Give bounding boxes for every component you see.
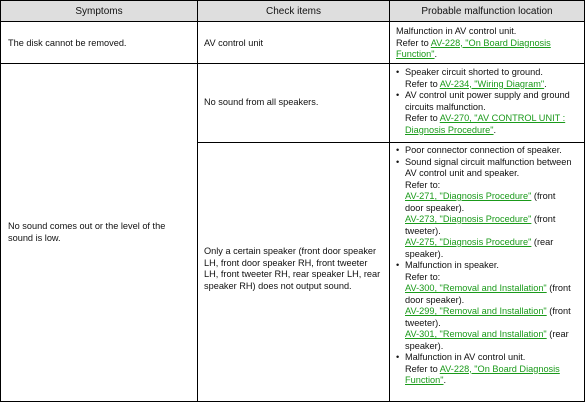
link-suffix: (front <box>531 214 556 224</box>
rear-speaker-removal-link[interactable]: AV-301, "Removal and Installation" <box>405 329 547 339</box>
row1-check-item: AV control unit <box>204 38 264 48</box>
border-left <box>0 0 1 402</box>
link-suffix: (rear <box>531 237 554 247</box>
row2-symptom-line1: No sound comes out or the level of the <box>8 221 166 231</box>
onboard-diagnosis-link-cont[interactable]: Function" <box>396 49 435 59</box>
row2a-b2-refer <box>405 113 565 125</box>
link-suffix: (front <box>546 306 571 316</box>
row2b-refer-to-2: Refer to: <box>405 271 441 282</box>
diagnosis-procedure-link[interactable]: Diagnosis Procedure" <box>405 124 494 135</box>
row2a-b2-link-cont <box>405 125 496 137</box>
av-control-unit-link[interactable]: AV-270, "AV CONTROL UNIT : <box>439 113 566 123</box>
row2b-check-line4: speaker RH) does not output sound. <box>204 280 352 291</box>
row2b-b2-line1: Sound signal circuit malfunction between <box>405 156 572 167</box>
onboard-diagnosis-link-2[interactable]: AV-228, "On Board Diagnosis <box>439 363 560 374</box>
row2b-b4-refer <box>405 364 560 376</box>
border-col1 <box>197 22 198 402</box>
row1-location-refer <box>396 38 551 50</box>
rear-speaker-diagnosis-link[interactable]: AV-275, "Diagnosis Procedure" <box>405 237 532 247</box>
border-bottom <box>0 401 585 402</box>
row1-divider <box>0 63 585 64</box>
row2b-check-line3: LH, front tweeter RH, rear speaker LH, rear <box>204 269 381 279</box>
period: . <box>443 375 447 385</box>
row2b-b4: Malfunction in AV control unit. <box>405 352 526 362</box>
period: . <box>493 124 497 135</box>
link-suffix: (rear <box>546 329 569 339</box>
refer-text: Refer to <box>405 113 440 123</box>
bullet: • <box>396 260 400 270</box>
row2a-b1-refer <box>405 79 547 91</box>
front-door-diagnosis-link[interactable]: AV-271, "Diagnosis Procedure" <box>405 191 532 201</box>
border-right <box>584 22 585 402</box>
refer-text: Refer to <box>396 37 431 48</box>
row2b-l4 <box>405 283 571 295</box>
row2b-l2-next: tweeter). <box>405 225 441 236</box>
header-probable-location: Probable malfunction location <box>390 0 585 22</box>
row2a-b2-line1: AV control unit power supply and ground <box>405 90 570 100</box>
row2b-l5 <box>405 306 571 318</box>
row2b-check-line2: LH, front door speaker RH, front tweeter <box>204 257 368 268</box>
row2b-b2-line2: AV control unit and speaker. <box>405 168 520 178</box>
row2b-l2 <box>405 214 555 226</box>
front-door-removal-link[interactable]: AV-300, "Removal and Installation" <box>405 283 547 293</box>
link-suffix: (front <box>531 191 556 201</box>
row1-location-link-cont <box>396 49 437 61</box>
bullet: • <box>396 145 400 155</box>
row2b-refer-to: Refer to: <box>405 179 441 190</box>
row2b-l5-next: tweeter). <box>405 317 441 328</box>
onboard-diagnosis-link-2-cont[interactable]: Function" <box>405 375 444 385</box>
row2a-b1-line1: Speaker circuit shorted to ground. <box>405 67 543 77</box>
row2b-check-line1: Only a certain speaker (front door speaker <box>204 246 377 256</box>
row2b-l4-next: door speaker). <box>405 294 465 305</box>
period: . <box>544 78 547 89</box>
row2b-l1-next: door speaker). <box>405 202 465 213</box>
row1-symptom: The disk cannot be removed. <box>8 38 127 48</box>
header-symptoms: Symptoms <box>0 0 198 22</box>
row2b-b4-link-cont <box>405 375 446 387</box>
front-tweeter-diagnosis-link[interactable]: AV-273, "Diagnosis Procedure" <box>405 214 532 224</box>
border-col2 <box>389 22 390 402</box>
row2-subdivider <box>197 142 585 143</box>
row2b-l6-next: speaker). <box>405 340 444 351</box>
bullet: • <box>396 67 400 77</box>
refer-text: Refer to <box>405 363 440 374</box>
refer-text: Refer to <box>405 78 440 89</box>
onboard-diagnosis-link[interactable]: AV-228, "On Board Diagnosis <box>430 37 551 48</box>
row2a-check-item: No sound from all speakers. <box>204 97 319 107</box>
period: . <box>434 49 438 59</box>
bullet: • <box>396 156 400 167</box>
row2-symptom-line2: sound is low. <box>8 232 61 243</box>
link-suffix: (front <box>546 283 571 293</box>
bullet: • <box>396 352 400 362</box>
row2b-l6 <box>405 329 569 341</box>
row2b-l3 <box>405 237 553 249</box>
row2b-b1: Poor connector connection of speaker. <box>405 145 562 155</box>
row2b-l1 <box>405 191 555 203</box>
header-check-items: Check items <box>198 0 390 22</box>
row2a-b2-line2: circuits malfunction. <box>405 101 486 112</box>
bullet: • <box>396 90 400 100</box>
front-tweeter-removal-link[interactable]: AV-299, "Removal and Installation" <box>405 306 547 316</box>
row1-location-line1: Malfunction in AV control unit. <box>396 26 517 36</box>
wiring-diagram-link[interactable]: AV-234, "Wiring Diagram" <box>439 78 545 89</box>
row2b-b3: Malfunction in speaker. <box>405 260 499 270</box>
row2b-l3-next: speaker). <box>405 248 444 259</box>
